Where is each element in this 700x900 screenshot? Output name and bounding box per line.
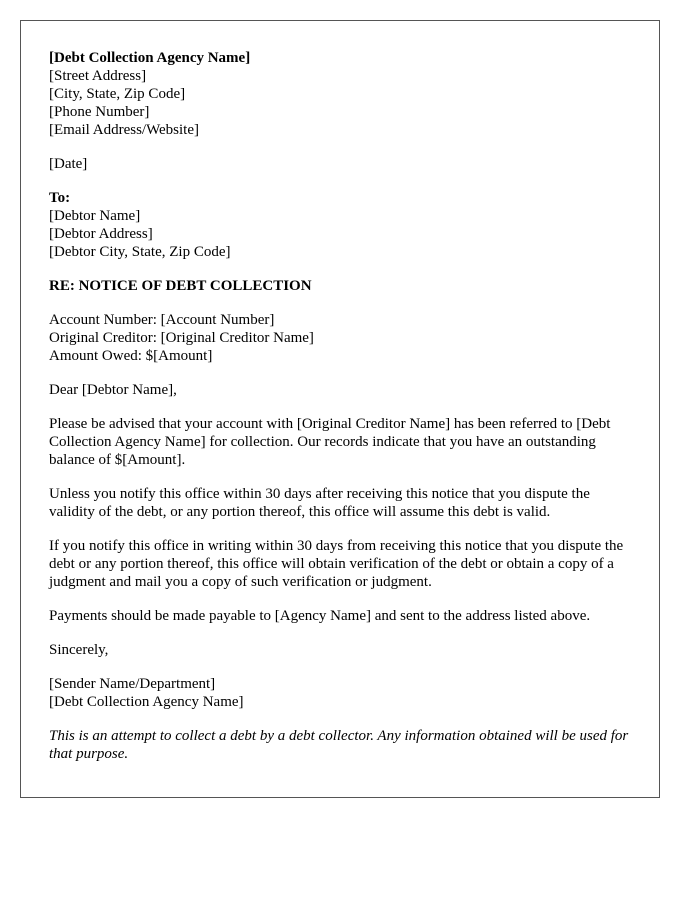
sender-address-block (49, 49, 631, 139)
original-creditor: Original Creditor: [Original Creditor Name] (49, 330, 314, 346)
subject-block (49, 277, 631, 295)
letter-date: [Date] (49, 156, 88, 172)
body-paragraph-validity: Unless you notify this office within 30 days after receiving this notice that you dispute the validity of the debt, or any portion thereof, this office will assume this debt is valid. (49, 486, 590, 520)
amount-owed: Amount Owed: $[Amount] (49, 348, 213, 364)
account-details-block (49, 311, 631, 365)
sender-city-state-zip: [City, State, Zip Code] (49, 86, 186, 102)
signature-agency-name: [Debt Collection Agency Name] (49, 694, 244, 710)
sender-street: [Street Address] (49, 68, 147, 84)
to-label: To: (49, 190, 71, 206)
body-paragraph-referral: Please be advised that your account with [Original Creditor Name] has been referred to [Debt Collection Agency Name] for collection. Our records indicate that you have an outstanding balance of $[Amount]. (49, 416, 611, 468)
signature-block (49, 675, 631, 711)
body-paragraph-verification: If you notify this office in writing within 30 days from receiving this notice that you dispute the debt or any portion thereof, this office will obtain verification of the debt or obtain a copy of a judgment and mail you a copy of such verification or judgment. (49, 538, 624, 590)
debtor-address: [Debtor Address] (49, 226, 153, 242)
sender-agency-name: [Debt Collection Agency Name] (49, 50, 251, 66)
subject-line: RE: NOTICE OF DEBT COLLECTION (49, 278, 312, 294)
recipient-address-block (49, 189, 631, 261)
account-number: Account Number: [Account Number] (49, 312, 275, 328)
body-paragraph-payment: Payments should be made payable to [Agency Name] and sent to the address listed above. (49, 608, 591, 624)
date-block (49, 155, 631, 173)
debtor-city-state-zip: [Debtor City, State, Zip Code] (49, 244, 231, 260)
sender-phone: [Phone Number] (49, 104, 150, 120)
sender-email-web: [Email Address/Website] (49, 122, 200, 138)
disclaimer: This is an attempt to collect a debt by a debt collector. Any information obtained will be used for that purpose. (49, 728, 629, 762)
salutation: Dear [Debtor Name], (49, 382, 177, 398)
debtor-name: [Debtor Name] (49, 208, 141, 224)
letter-page (20, 20, 660, 798)
closing: Sincerely, (49, 642, 109, 658)
signature-sender-name: [Sender Name/Department] (49, 676, 216, 692)
